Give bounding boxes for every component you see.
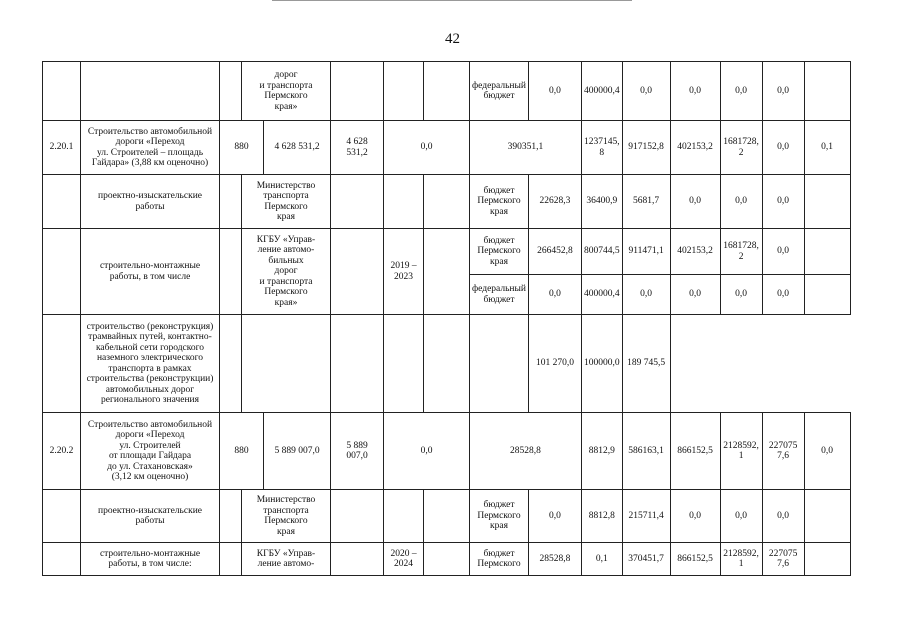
cell-cost <box>331 229 384 315</box>
cell-zero <box>424 315 470 413</box>
cell-code <box>220 490 242 543</box>
cell-executor: КГБУ «Управ- ление автомо- <box>242 543 331 576</box>
table-row <box>43 490 891 543</box>
cell-num <box>43 490 81 543</box>
cell-value: 402153,2 <box>670 121 720 175</box>
cell-name <box>81 62 220 121</box>
cell-value: 0,0 <box>622 62 670 121</box>
cell-period <box>384 62 424 121</box>
cell-value: 28528,8 <box>470 413 582 490</box>
cell-empty <box>804 62 850 121</box>
cell-name: строительно-монтажные работы, в том числе <box>81 229 220 315</box>
cell-executor <box>242 315 331 413</box>
cell-cost <box>331 175 384 229</box>
cell-zero <box>424 62 470 121</box>
cell-value: 227075 7,6 <box>762 543 804 576</box>
cell-source: бюджет Пермского края <box>470 490 529 543</box>
cell-source: федеральный бюджет <box>470 275 529 315</box>
cell-value: 0,0 <box>762 121 804 175</box>
cell-period: 2020 – 2024 <box>384 543 424 576</box>
cell-name: строительно-монтажные работы, в том числе: <box>81 543 220 576</box>
cell-value: 402153,2 <box>670 229 720 275</box>
cell-executor: КГБУ «Управ- ление автомо- бильных дорог и транспорта Пермского края» <box>242 229 331 315</box>
cell-value: 0,1 <box>804 121 850 175</box>
cell-zero <box>424 175 470 229</box>
cell-value: 0,0 <box>762 275 804 315</box>
cell-source: федеральный бюджет <box>470 62 529 121</box>
cell-value: 0,0 <box>762 62 804 121</box>
cell-value: 215711,4 <box>622 490 670 543</box>
cell-period: 2019 – 2023 <box>384 229 424 315</box>
cell-remain: 4 628 531,2 <box>331 121 384 175</box>
cell-empty <box>804 275 850 315</box>
cell-cost <box>331 315 384 413</box>
cell-code <box>220 62 242 121</box>
cell-name: Строительство автомобильной дороги «Переход ул. Строителей от площади Гайдара до ул. Стахановская» (3,12 км оценочно) <box>81 413 220 490</box>
cell-value: 5681,7 <box>622 175 670 229</box>
cell-zero <box>424 229 470 315</box>
cell-value: 0,0 <box>804 413 850 490</box>
table-row <box>43 229 891 275</box>
cell-value: 866152,5 <box>670 543 720 576</box>
cell-value: 22628,3 <box>528 175 581 229</box>
cell-num <box>43 62 81 121</box>
cell-value: 586163,1 <box>622 413 670 490</box>
cell-executor: Министерство транспорта Пермского края <box>242 175 331 229</box>
cell-value: 266452,8 <box>528 229 581 275</box>
cell-value: 0,0 <box>720 275 762 315</box>
cell-blank <box>670 315 850 413</box>
cell-source: бюджет Пермского <box>470 543 529 576</box>
cell-cost: 5 889 007,0 <box>264 413 331 490</box>
cell-num <box>43 229 81 315</box>
cell-value: 0,0 <box>762 175 804 229</box>
cell-value: 0,0 <box>622 275 670 315</box>
cell-source <box>470 315 529 413</box>
cell-value: 917152,8 <box>622 121 670 175</box>
cell-remain: 5 889 007,0 <box>331 413 384 490</box>
cell-value: 0,0 <box>720 62 762 121</box>
cell-value: 390351,1 <box>470 121 582 175</box>
cell-empty <box>804 490 850 543</box>
cell-source: бюджет Пермского края <box>470 229 529 275</box>
cell-value: 0,0 <box>720 490 762 543</box>
cell-zero: 0,0 <box>384 413 470 490</box>
cell-cost <box>331 490 384 543</box>
cell-value: 1681728, 2 <box>720 229 762 275</box>
cell-value: 0,0 <box>528 490 581 543</box>
cell-empty <box>804 543 850 576</box>
cell-period <box>384 490 424 543</box>
cell-value: 28528,8 <box>528 543 581 576</box>
cell-value: 0,0 <box>528 275 581 315</box>
cell-value: 370451,7 <box>622 543 670 576</box>
cell-zero: 0,0 <box>384 121 470 175</box>
cell-num <box>43 315 81 413</box>
cell-value: 911471,1 <box>622 229 670 275</box>
cell-value: 0,0 <box>670 490 720 543</box>
cell-code <box>220 229 242 315</box>
table-row <box>43 62 891 121</box>
cell-executor: дорог и транспорта Пермского края» <box>242 62 331 121</box>
table-row <box>43 175 891 229</box>
cell-empty <box>804 229 850 275</box>
cell-value: 0,0 <box>670 62 720 121</box>
cell-value: 0,0 <box>762 490 804 543</box>
cell-value: 189 745,5 <box>622 315 670 413</box>
cell-value: 0,0 <box>670 275 720 315</box>
cell-empty <box>804 175 850 229</box>
cell-code: 880 <box>220 121 264 175</box>
cell-zero <box>424 490 470 543</box>
cell-name: проектно-изыскательские работы <box>81 490 220 543</box>
cell-value: 1237145, 8 <box>581 121 622 175</box>
cell-num: 2.20.1 <box>43 121 81 175</box>
cell-num: 2.20.2 <box>43 413 81 490</box>
cell-value: 866152,5 <box>670 413 720 490</box>
cell-value: 101 270,0 <box>528 315 581 413</box>
cell-name: проектно-изыскательские работы <box>81 175 220 229</box>
cell-value: 0,0 <box>720 175 762 229</box>
cell-executor: Министерство транспорта Пермского края <box>242 490 331 543</box>
cell-cost: 4 628 531,2 <box>264 121 331 175</box>
cell-num <box>43 543 81 576</box>
table-row <box>43 543 891 576</box>
cell-value: 2128592, 1 <box>720 543 762 576</box>
cell-value: 100000,0 <box>581 315 622 413</box>
cell-value: 0,0 <box>528 62 581 121</box>
cell-code <box>220 315 242 413</box>
cell-value: 1681728, 2 <box>720 121 762 175</box>
cell-value: 8812,9 <box>581 413 622 490</box>
cell-value: 400000,4 <box>581 275 622 315</box>
table-row <box>43 315 891 413</box>
cell-value: 0,0 <box>670 175 720 229</box>
cell-cost <box>331 62 384 121</box>
cell-value: 0,1 <box>581 543 622 576</box>
cell-code <box>220 175 242 229</box>
page-number: 42 <box>445 31 460 47</box>
cell-value: 2128592, 1 <box>720 413 762 490</box>
table-row <box>43 413 891 490</box>
cell-num <box>43 175 81 229</box>
cell-source: бюджет Пермского края <box>470 175 529 229</box>
budget-table <box>42 61 891 576</box>
cell-value: 400000,4 <box>581 62 622 121</box>
table-row <box>43 121 891 175</box>
cell-value: 227075 7,6 <box>762 413 804 490</box>
cell-period <box>384 175 424 229</box>
cell-value: 36400,9 <box>581 175 622 229</box>
cell-cost <box>331 543 384 576</box>
cell-code: 880 <box>220 413 264 490</box>
cell-value: 800744,5 <box>581 229 622 275</box>
cell-name: строительство (реконструкция) трамвайных путей, контактно- кабельной сети городского наземного электрического транспорта в рамках строительства (реконструкции) автомобильных дорог регионального значения <box>81 315 220 413</box>
cell-name: Строительство автомобильной дороги «Переход ул. Строителей – площадь Гайдара» (3,88 км оценочно) <box>81 121 220 175</box>
cell-period <box>384 315 424 413</box>
cell-value: 8812,8 <box>581 490 622 543</box>
cell-zero <box>424 543 470 576</box>
top-rule <box>272 0 632 1</box>
cell-value: 0,0 <box>762 229 804 275</box>
cell-code <box>220 543 242 576</box>
